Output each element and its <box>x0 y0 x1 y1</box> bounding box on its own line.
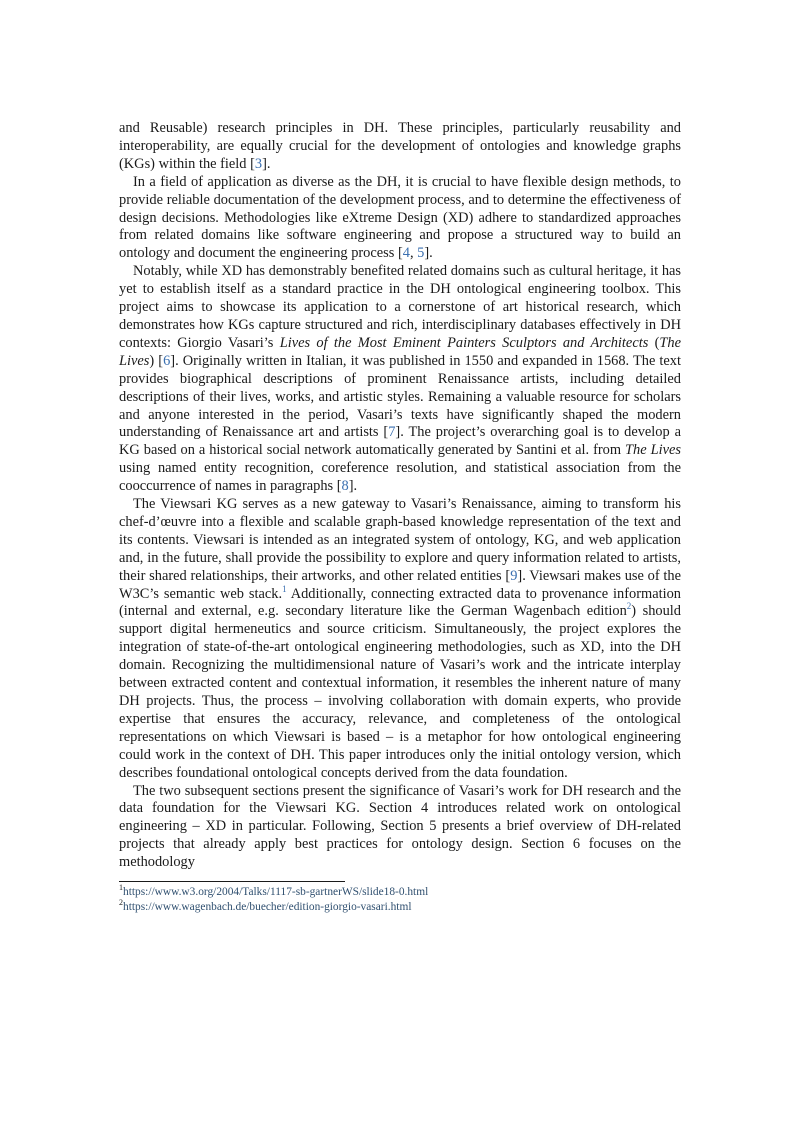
paragraph-3-text-a: Notably, while XD has demonstrably benefited related domains such as cultural heritage, it has yet to establish itself as a standard practice in the DH ontological engineering toolbox. This project aims to showcase its application to a cornerstone of art historical research, which demonstrates how KGs capture structured and rich, interdisciplinary databases effectively in DH contexts: Giorgio Vasari’s <box>119 263 681 351</box>
citation-separator: , <box>409 245 418 262</box>
citation-3-link[interactable]: 3 <box>254 155 263 172</box>
footnote-2-mark: 2 <box>119 898 123 908</box>
footnote-divider <box>119 881 345 882</box>
citation-6-link[interactable]: 6 <box>163 352 171 369</box>
paragraph-2 <box>119 174 681 264</box>
footnote-1-ref[interactable]: 1 <box>282 583 287 594</box>
footnote-2-link[interactable]: https://www.wagenbach.de/buecher/edition-giorgio-vasari.html <box>123 901 412 913</box>
book-title-italic: Lives of the Most Eminent Painters Sculptors and Architects <box>279 334 649 351</box>
paragraph-1 <box>119 120 681 174</box>
footnote-2-ref[interactable]: 2 <box>626 601 632 612</box>
paragraph-1-text-end: ]. <box>262 155 271 172</box>
paragraph-3 <box>119 263 681 496</box>
paragraph-4-text-c: Additionally, connecting extracted data to provenance information (internal and external, e.g. secondary literature like the German Wagenbach edition <box>119 585 681 620</box>
paragraph-1-text: and Reusable) research principles in DH. These principles, particularly reusability and interoperability, are equally crucial for the development of ontologies and knowledge graphs (KGs) within the field [ <box>119 120 681 172</box>
paragraph-3-text-g: ]. <box>348 478 358 495</box>
footnotes <box>119 881 681 915</box>
footnote-2 <box>119 900 681 915</box>
short-title-italic: The Lives <box>119 334 682 369</box>
paragraph-4 <box>119 496 681 783</box>
paragraph-5 <box>119 783 681 873</box>
paragraph-4-text-b: ]. Viewsari makes use of the W3C’s semantic web stack. <box>119 567 681 602</box>
short-title-italic-2: The Lives <box>625 442 681 459</box>
citation-7-link[interactable]: 7 <box>388 424 396 441</box>
paragraph-2-text: In a field of application as diverse as the DH, it is crucial to have flexible design methods, to provide reliable documentation of the development process, and to determine the effectiveness of design decisions. Methodologies like eXtreme Design (XD) adhere to standardized approaches from related domains like software engineering and propose a structured way to build an ontology and document the engineering process [ <box>119 173 681 262</box>
footnote-1-mark: 1 <box>119 883 123 893</box>
paragraph-3-text-c: ) [ <box>149 352 164 369</box>
citation-4-link[interactable]: 4 <box>402 245 410 262</box>
paragraph-5-text: The two subsequent sections present the significance of Vasari’s work for DH research and the data foundation for the Viewsari KG. Section 4 introduces related work on ontological engineering – XD in particular. Following, Section 5 presents a brief overview of DH-related projects that already apply best practices for ontology design. Section 6 focuses on the methodology <box>119 782 681 871</box>
paragraph-4-text-d: ) should support digital hermeneutics and source criticism. Simultaneously, the project explores the integration of state-of-the-art ontological engineering methodologies, such as XD, into the DH domain. Recognizing the multidimensional nature of Vasari’s work and the intricate interplay between extracted content and contextual information, it resembles the inherent nature of many DH projects. Thus, the process – involving collaboration with domain experts, who provide expertise that ensures the accuracy, relevance, and completeness of the ontological representations on which Viewsari is based – is a metaphor for how ontological engineering could work in the context of DH. This paper introduces only the initial ontology version, which describes foundational ontological concepts derived from the data foundation. <box>119 603 681 781</box>
paragraph-3-text-b: ( <box>648 334 660 351</box>
footnote-1 <box>119 885 681 900</box>
footnote-1-link[interactable]: https://www.w3.org/2004/Talks/1117-sb-gartnerWS/slide18-0.html <box>123 886 429 898</box>
paragraph-3-text-e: ]. The project’s overarching goal is to develop a KG based on a historical social network automatically generated by Santini et al. from <box>119 424 681 459</box>
paragraph-3-text-d: ]. Originally written in Italian, it was published in 1550 and expanded in 1568. The text provides biographical descriptions of prominent Renaissance artists, including detailed descriptions of their lives, works, and artistic styles. Remaining a valuable resource for scholars and anyone interested in the period, Vasari’s texts have significantly shaped the modern understanding of Renaissance art and artists [ <box>119 352 681 441</box>
paragraph-2-text-end: ]. <box>424 245 433 262</box>
paragraph-3-text-f: using named entity recognition, coreference resolution, and statistical association from the cooccurrence of names in paragraphs [ <box>119 460 681 495</box>
citation-9-link[interactable]: 9 <box>510 567 518 584</box>
paragraph-4-text-a: The Viewsari KG serves as a new gateway to Vasari’s Renaissance, aiming to transform his chef-d’œuvre into a flexible and scalable graph-based knowledge representation of the text and its contents. Viewsari is intended as an integrated system of ontology, KG, and web application and, in the future, shall provide the possibility to explore and query information related to artists, their shared relationships, their artworks, and other related entities [ <box>119 496 681 584</box>
citation-8-link[interactable]: 8 <box>341 478 349 495</box>
main-text <box>119 120 681 872</box>
citation-5-link[interactable]: 5 <box>417 245 425 262</box>
